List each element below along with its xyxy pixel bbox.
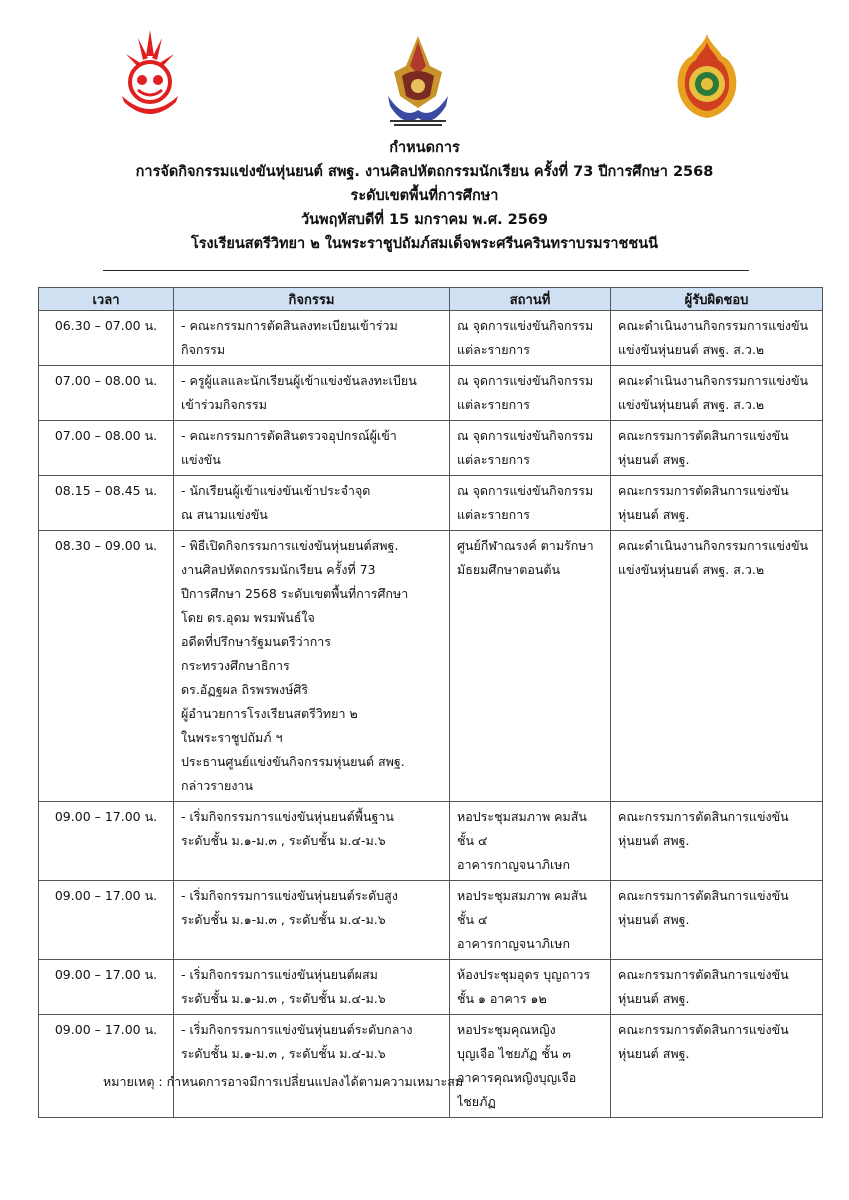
cell-place-line: ชั้น ๑ อาคาร ๑๒ xyxy=(457,991,547,1006)
column-header-activity: กิจกรรม xyxy=(174,288,450,311)
cell-time: 06.30 – 07.00 น. xyxy=(39,311,174,366)
cell-activity xyxy=(174,881,450,960)
column-header-owner: ผู้รับผิดชอบ xyxy=(611,288,823,311)
cell-place-line: ชั้น ๔ xyxy=(457,833,488,848)
footnote: หมายเหตุ : กำหนดการอาจมีการเปลี่ยนแปลงได้ตามความเหมาะสม xyxy=(103,1074,464,1089)
cell-activity-line: - เริ่มกิจกรรมการแข่งขันหุ่นยนต์ระดับกลาง xyxy=(181,1022,413,1037)
cell-place-line: แต่ละรายการ xyxy=(457,397,530,412)
cell-owner xyxy=(611,421,823,476)
cell-owner-line: คณะกรรมการตัดสินการแข่งขัน xyxy=(618,1022,789,1037)
cell-owner-line: คณะกรรมการตัดสินการแข่งขัน xyxy=(618,967,789,982)
cell-place-line: หอประชุมสมภาพ คมสัน xyxy=(457,888,587,903)
cell-owner xyxy=(611,366,823,421)
cell-owner-line: คณะกรรมการตัดสินการแข่งขัน xyxy=(618,809,789,824)
cell-time: 09.00 – 17.00 น. xyxy=(39,881,174,960)
cell-activity-line: กล่าวรายงาน xyxy=(181,778,253,793)
cell-activity xyxy=(174,476,450,531)
cell-activity-line: กิจกรรม xyxy=(181,342,226,357)
cell-place xyxy=(450,881,611,960)
cell-place-line: บุญเจือ ไชยภัฏ ชั้น ๓ xyxy=(457,1046,571,1061)
cell-activity-line: ณ สนามแข่งขัน xyxy=(181,507,268,522)
cell-activity-line: กระทรวงศึกษาธิการ xyxy=(181,658,290,673)
cell-activity-line: - คณะกรรมการตัดสินตรวจอุปกรณ์ผู้เข้า xyxy=(181,428,397,443)
header-divider xyxy=(103,270,749,271)
cell-activity xyxy=(174,1015,450,1118)
cell-activity-line: - พิธีเปิดกิจกรรมการแข่งขันหุ่นยนต์สพฐ. xyxy=(181,538,399,553)
cell-owner-line: คณะกรรมการตัดสินการแข่งขัน xyxy=(618,428,789,443)
cell-owner xyxy=(611,531,823,802)
table-row xyxy=(39,366,823,421)
table-row xyxy=(39,1015,823,1118)
cell-activity-line: - ครูผู้แลและนักเรียนผู้เข้าแข่งขันลงทะเบียน xyxy=(181,373,417,388)
cell-owner-line: คณะดำเนินงานกิจกรรมการแข่งขัน xyxy=(618,318,809,333)
cell-owner-line: แข่งขันหุ่นยนต์ สพฐ. ส.ว.๒ xyxy=(618,562,765,577)
cell-activity-line: งานศิลปหัตถกรรมนักเรียน ครั้งที่ 73 xyxy=(181,562,376,577)
cell-place-line: อาคารกาญจนาภิเษก xyxy=(457,857,571,872)
cell-owner xyxy=(611,960,823,1015)
cell-activity-line: ระดับชั้น ม.๑-ม.๓ , ระดับชั้น ม.๔-ม.๖ xyxy=(181,1046,386,1061)
cell-activity-line: - คณะกรรมการตัดสินลงทะเบียนเข้าร่วม xyxy=(181,318,398,333)
cell-place-line: อาคารคุณหญิงบุญเจือ xyxy=(457,1070,577,1085)
cell-owner-line: หุ่นยนต์ สพฐ. xyxy=(618,452,690,467)
cell-place-line: ณ จุดการแข่งขันกิจกรรม xyxy=(457,373,594,388)
cell-time: 09.00 – 17.00 น. xyxy=(39,1015,174,1118)
cell-activity xyxy=(174,311,450,366)
cell-activity-line: - เริ่มกิจกรรมการแข่งขันหุ่นยนต์ผสม xyxy=(181,967,378,982)
cell-activity-line: - เริ่มกิจกรรมการแข่งขันหุ่นยนต์พื้นฐาน xyxy=(181,809,394,824)
cell-place xyxy=(450,1015,611,1118)
cell-owner-line: คณะดำเนินงานกิจกรรมการแข่งขัน xyxy=(618,538,809,553)
cell-place-line: หอประชุมสมภาพ คมสัน xyxy=(457,809,587,824)
cell-time: 07.00 – 08.00 น. xyxy=(39,366,174,421)
arts-festival-logo xyxy=(384,36,452,132)
obec-seal-logo xyxy=(674,34,740,118)
table-body xyxy=(39,311,823,1118)
column-header-place: สถานที่ xyxy=(450,288,611,311)
cell-place-line: ห้องประชุมอุดร บุญถาวร xyxy=(457,967,591,982)
header-date: วันพฤหัสบดีที่ 15 มกราคม พ.ศ. 2569 xyxy=(300,212,548,228)
cell-place xyxy=(450,366,611,421)
header-level: ระดับเขตพื้นที่การศึกษา xyxy=(350,188,499,204)
table-row xyxy=(39,531,823,802)
cell-place-line: แต่ละรายการ xyxy=(457,507,530,522)
cell-owner-line: คณะกรรมการตัดสินการแข่งขัน xyxy=(618,888,789,903)
table-header-row xyxy=(39,288,823,311)
cell-activity-line: ระดับชั้น ม.๑-ม.๓ , ระดับชั้น ม.๔-ม.๖ xyxy=(181,833,386,848)
cell-place-line: ณ จุดการแข่งขันกิจกรรม xyxy=(457,318,594,333)
cell-place xyxy=(450,960,611,1015)
cell-place xyxy=(450,476,611,531)
cell-activity-line: ปีการศึกษา 2568 ระดับเขตพื้นที่การศึกษา xyxy=(181,586,409,601)
column-header-time: เวลา xyxy=(39,288,174,311)
cell-activity xyxy=(174,960,450,1015)
cell-owner xyxy=(611,881,823,960)
cell-place xyxy=(450,531,611,802)
cell-place-line: หอประชุมคุณหญิง xyxy=(457,1022,556,1037)
cell-place-line: ไชยภัฏ xyxy=(457,1094,496,1109)
table-row xyxy=(39,802,823,881)
cell-time: 09.00 – 17.00 น. xyxy=(39,960,174,1015)
table-row xyxy=(39,421,823,476)
cell-owner xyxy=(611,476,823,531)
cell-owner-line: คณะดำเนินงานกิจกรรมการแข่งขัน xyxy=(618,373,809,388)
cell-time: 08.30 – 09.00 น. xyxy=(39,531,174,802)
cell-activity-line: ระดับชั้น ม.๑-ม.๓ , ระดับชั้น ม.๔-ม.๖ xyxy=(181,912,386,927)
cell-place-line: ณ จุดการแข่งขันกิจกรรม xyxy=(457,483,594,498)
cell-owner-line: หุ่นยนต์ สพฐ. xyxy=(618,991,690,1006)
cell-activity-line: โดย ดร.อุดม พรมพันธ์ใจ xyxy=(181,610,315,625)
cell-place xyxy=(450,311,611,366)
cell-activity-line: - นักเรียนผู้เข้าแข่งขันเข้าประจำจุด xyxy=(181,483,371,498)
cell-place-line: ชั้น ๔ xyxy=(457,912,488,927)
schedule-table xyxy=(38,287,823,1118)
cell-activity xyxy=(174,366,450,421)
cell-activity xyxy=(174,531,450,802)
cell-activity-line: อดีตที่ปรึกษารัฐมนตรีว่าการ xyxy=(181,634,332,649)
cell-owner-line: หุ่นยนต์ สพฐ. xyxy=(618,1046,690,1061)
cell-place-line: อาคารกาญจนาภิเษก xyxy=(457,936,571,951)
cell-activity-line: ประธานศูนย์แข่งขันกิจกรรมหุ่นยนต์ สพฐ. xyxy=(181,754,405,769)
cell-place-line: ศูนย์กีฬาณรงค์ ตามรักษา xyxy=(457,538,594,553)
header-venue: โรงเรียนสตรีวิทยา ๒ ในพระราชูปถัมภ์สมเด็จพระศรีนครินทราบรมราชชนนี xyxy=(190,236,659,252)
cell-owner-line: คณะกรรมการตัดสินการแข่งขัน xyxy=(618,483,789,498)
cell-time: 07.00 – 08.00 น. xyxy=(39,421,174,476)
cell-owner-line: หุ่นยนต์ สพฐ. xyxy=(618,912,690,927)
cell-time: 09.00 – 17.00 น. xyxy=(39,802,174,881)
cell-place-line: แต่ละรายการ xyxy=(457,452,530,467)
cell-place xyxy=(450,802,611,881)
cell-activity xyxy=(174,421,450,476)
cell-place xyxy=(450,421,611,476)
cell-place-line: มัธยมศึกษาตอนต้น xyxy=(457,562,561,577)
cell-place-line: แต่ละรายการ xyxy=(457,342,530,357)
cell-activity-line: ดร.อัฏฐผล ถิรพรพงษ์ศิริ xyxy=(181,682,309,697)
cell-time: 08.15 – 08.45 น. xyxy=(39,476,174,531)
header-title: กำหนดการ xyxy=(389,140,460,156)
cell-activity xyxy=(174,802,450,881)
cell-activity-line: ระดับชั้น ม.๑-ม.๓ , ระดับชั้น ม.๔-ม.๖ xyxy=(181,991,386,1006)
cell-activity-line: ในพระราชูปถัมภ์ ฯ xyxy=(181,730,283,745)
table-row xyxy=(39,476,823,531)
cell-owner-line: แข่งขันหุ่นยนต์ สพฐ. ส.ว.๒ xyxy=(618,342,765,357)
cell-owner-line: หุ่นยนต์ สพฐ. xyxy=(618,507,690,522)
cell-activity-line: เข้าร่วมกิจกรรม xyxy=(181,397,267,412)
cell-owner xyxy=(611,802,823,881)
cell-place-line: ณ จุดการแข่งขันกิจกรรม xyxy=(457,428,594,443)
header-event: การจัดกิจกรรมแข่งขันหุ่นยนต์ สพฐ. งานศิลปหัตถกรรมนักเรียน ครั้งที่ 73 ปีการศึกษา 2568 xyxy=(135,164,714,180)
table-row xyxy=(39,311,823,366)
cell-activity-line: แข่งขัน xyxy=(181,452,221,467)
cell-owner-line: หุ่นยนต์ สพฐ. xyxy=(618,833,690,848)
cell-activity-line: - เริ่มกิจกรรมการแข่งขันหุ่นยนต์ระดับสูง xyxy=(181,888,398,903)
document-header xyxy=(0,136,849,256)
cell-activity-line: ผู้อำนวยการโรงเรียนสตรีวิทยา ๒ xyxy=(181,706,358,721)
table-row xyxy=(39,881,823,960)
red-emblem-logo xyxy=(118,30,182,118)
cell-owner xyxy=(611,311,823,366)
cell-owner xyxy=(611,1015,823,1118)
table-row xyxy=(39,960,823,1015)
cell-owner-line: แข่งขันหุ่นยนต์ สพฐ. ส.ว.๒ xyxy=(618,397,765,412)
